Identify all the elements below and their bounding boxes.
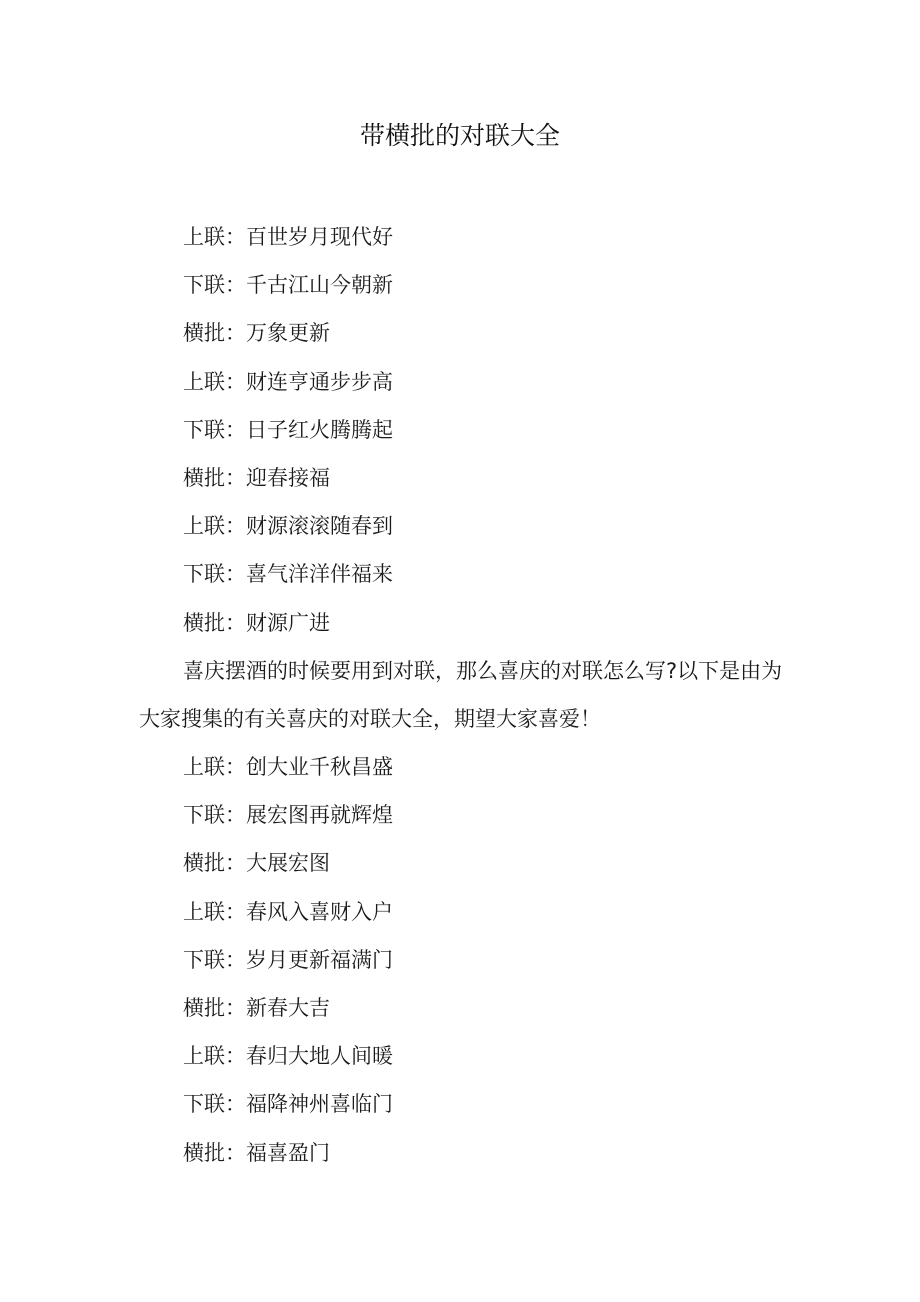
couplet-line: 上联：春风入喜财入户 [183, 899, 393, 924]
couplet-line: 上联：百世岁月现代好 [183, 225, 393, 249]
couplet-line: 上联：春归大地人间暖 [183, 1044, 393, 1069]
couplet-line: 横批：迎春接福 [183, 465, 330, 490]
couplet-line: 下联：喜气洋洋伴福来 [183, 562, 393, 587]
couplet-line: 下联：日子红火腾腾起 [183, 417, 393, 442]
intro-paragraph: 喜庆摆酒的时候要用到对联，那么喜庆的对联怎么写?以下是由为大家搜集的有关喜庆的对联大全，期望大家喜爱！ [139, 658, 783, 731]
couplet-line: 横批：新春大吉 [183, 996, 330, 1021]
couplet-line: 横批：万象更新 [183, 321, 330, 346]
document-body [139, 213, 789, 1177]
couplet-line: 下联：福降神州喜临门 [183, 1092, 393, 1117]
couplet-line: 上联：创大业千秋昌盛 [183, 755, 393, 780]
couplet-line: 横批：福喜盈门 [183, 1140, 330, 1165]
couplet-line: 横批：大展宏图 [183, 851, 330, 876]
document-title: 带横批的对联大全 [359, 121, 560, 150]
couplet-line: 上联：财源滚滚随春到 [183, 514, 393, 539]
couplet-line: 上联：财连亨通步步高 [183, 369, 393, 394]
couplet-line: 下联：千古江山今朝新 [183, 273, 393, 298]
couplet-line: 横批：财源广进 [183, 610, 330, 635]
couplet-line: 下联：展宏图再就辉煌 [183, 803, 393, 828]
couplet-line: 下联：岁月更新福满门 [183, 947, 393, 972]
